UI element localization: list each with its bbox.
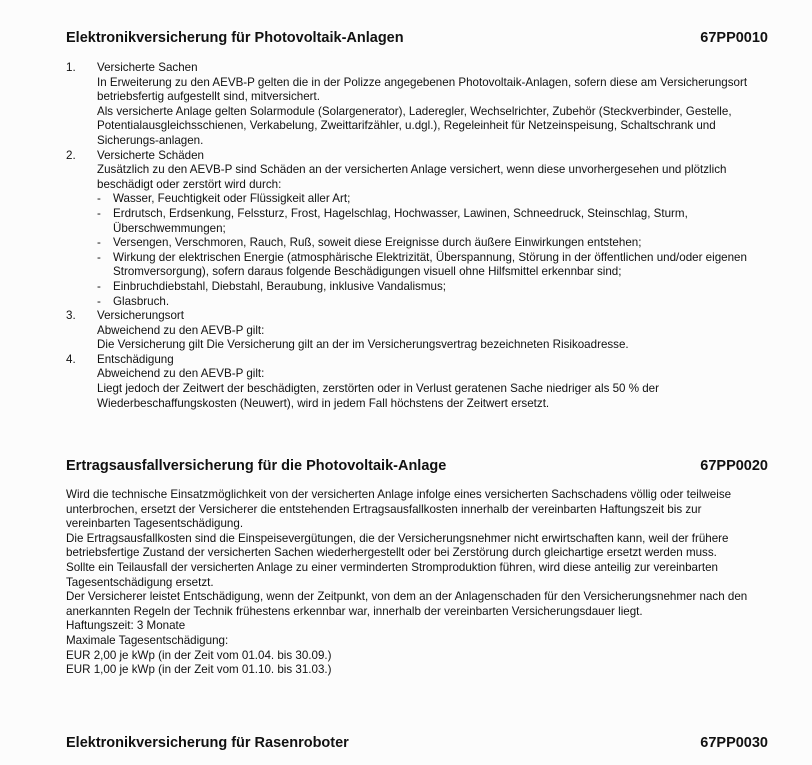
clause: [66, 149, 766, 310]
clause: [66, 353, 766, 411]
bullet-text: Wasser, Feuchtigkeit oder Flüssigkeit aller Art;: [113, 192, 351, 206]
bullet-text: Erdrutsch, Erdsenkung, Felssturz, Frost, Hagelschlag, Hochwasser, Lawinen, Schneedruck, Steinschlag, Sturm, Überschwemmungen;: [113, 206, 688, 235]
section-code: 67PP0030: [700, 735, 768, 751]
section-heading: [66, 457, 768, 475]
bullet-text: Wirkung der elektrischen Energie (atmosphärische Elektrizität, Überspannung, Störung in der öffentlichen und/oder eigenen Stromversorgung), sofern daraus folgende Beschädigungen visuell ohne Hilfsmittel erkennbar sind;: [113, 250, 747, 279]
section-title: Elektronikversicherung für Rasenroboter: [66, 735, 349, 751]
clause-number: 3.: [66, 309, 76, 323]
clause-title: Entschädigung: [97, 352, 174, 366]
section-body: [66, 61, 766, 411]
clause-paragraph: Liegt jedoch der Zeitwert der beschädigten, zerstörten oder in Verlust geratenen Sache niedriger als 50 % der Wiederbeschaffungskosten (Neuwert), wird in jedem Fall höchstens der Zeitwert ersetzt.: [97, 382, 659, 410]
body-paragraph: Die Ertragsausfallkosten sind die Einspeisevergütungen, die der Versicherungsnehmer nicht erwirtschaften kann, weil der frühere betriebsfertige Zustand der versicherten Sachen wiederhergestellt oder bei Zerstörung durch gleichartige ersetzt werden muss.: [66, 531, 729, 560]
clause-paragraph: Abweichend zu den AEVB-P gilt:: [97, 323, 265, 337]
section-heading: [66, 29, 768, 47]
body-paragraph: EUR 1,00 je kWp (in der Zeit vom 01.10. bis 31.03.): [66, 663, 332, 677]
clause: [66, 61, 766, 149]
clause-intro: Zusätzlich zu den AEVB-P sind Schäden an der versicherten Anlage versichert, wenn diese unvorhergesehen und plötzlich beschädigt oder zerstört wird durch:: [97, 163, 727, 191]
body-paragraph: EUR 2,00 je kWp (in der Zeit vom 01.04. bis 30.09.): [66, 648, 332, 662]
clause-paragraph: Als versicherte Anlage gelten Solarmodule (Solargenerator), Laderegler, Wechselrichter, Zubehör (Steckverbinder, Gestelle, Potentialausgleichsschienen, Verkabelung, Zweittarifzähler, u.dgl.), Regeleinheit für Netzeinspeisung, Schaltschrank und Sicherungs-anlagen.: [97, 104, 732, 147]
bullet-text: Versengen, Verschmoren, Rauch, Ruß, soweit diese Ereignisse durch äußere Einwirkungen entstehen;: [113, 236, 642, 250]
clause-number: 2.: [66, 148, 76, 162]
bullet-text: Einbruchdiebstahl, Diebstahl, Beraubung, inklusive Vandalismus;: [113, 279, 446, 293]
section-code: 67PP0010: [700, 30, 768, 46]
body-paragraph: Sollte ein Teilausfall der versicherten Anlage zu einer verminderten Stromproduktion führen, wird diese anteilig zur vereinbarten Tagesentschädigung ersetzt.: [66, 560, 718, 589]
body-paragraph: Wird die technische Einsatzmöglichkeit von der versicherten Anlage infolge eines versicherten Sachschadens völlig oder teilweise unterbrochen, ersetzt der Versicherer die entstehenden Ertragsausfallkosten innerhalb der vereinbarten Haftungszeit bis zur vereinbarten Tagesentschädigung.: [66, 488, 732, 531]
bullet-item: - Wirkung der elektrischen Energie (atmosphärische Elektrizität, Überspannung, Störung in der öffentlichen und/oder eigenen Stromversorgung), sofern daraus folgende Beschädigungen visuell ohne Hilfsmittel erkennbar sind;: [97, 251, 766, 280]
bullet-item: - Versengen, Verschmoren, Rauch, Ruß, soweit diese Ereignisse durch äußere Einwirkungen entstehen;: [97, 236, 766, 251]
clause-title: Versicherte Sachen: [97, 61, 198, 74]
clause-number: 4.: [66, 352, 76, 366]
clause-title: Versicherungsort: [97, 309, 184, 323]
clause-title: Versicherte Schäden: [97, 148, 204, 162]
body-paragraph: Maximale Tagesentschädigung:: [66, 633, 229, 647]
bullet-item: - Einbruchdiebstahl, Diebstahl, Beraubung, inklusive Vandalismus;: [97, 280, 766, 295]
bullet-item: - Wasser, Feuchtigkeit oder Flüssigkeit aller Art;: [97, 192, 766, 207]
clause-paragraph: Die Versicherung gilt Die Versicherung gilt an der im Versicherungsvertrag bezeichneten Risikoadresse.: [97, 338, 629, 352]
clause: [66, 309, 766, 353]
section-title: Ertragsausfallversicherung für die Photovoltaik-Anlage: [66, 458, 447, 474]
section-title: Elektronikversicherung für Photovoltaik-Anlagen: [66, 30, 404, 46]
clause-number: 1.: [66, 61, 76, 74]
section-body: [66, 488, 766, 678]
bullet-item: - Glasbruch.: [97, 295, 766, 310]
section-heading: [66, 734, 768, 752]
body-paragraph: Haftungszeit: 3 Monate: [66, 619, 186, 633]
clause-paragraph: Abweichend zu den AEVB-P gilt:: [97, 367, 265, 381]
bullet-item: - Erdrutsch, Erdsenkung, Felssturz, Frost, Hagelschlag, Hochwasser, Lawinen, Schneedruck, Steinschlag, Sturm, Überschwemmungen;: [97, 207, 766, 236]
clause-paragraph: In Erweiterung zu den AEVB-P gelten die in der Polizze angegebenen Photovoltaik-Anlagen, sofern diese am Versicherungsort betriebsfertig aufgestellt sind, mitversichert.: [97, 75, 748, 104]
section-code: 67PP0020: [700, 458, 768, 474]
body-paragraph: Der Versicherer leistet Entschädigung, wenn der Zeitpunkt, von dem an der Anlagenschaden für den Versicherungsnehmer nach den anerkannten Regeln der Technik frühestens erkennbar war, innerhalb der vereinbarten Versicherungsdauer liegt.: [66, 590, 748, 618]
bullet-text: Glasbruch.: [113, 294, 170, 308]
